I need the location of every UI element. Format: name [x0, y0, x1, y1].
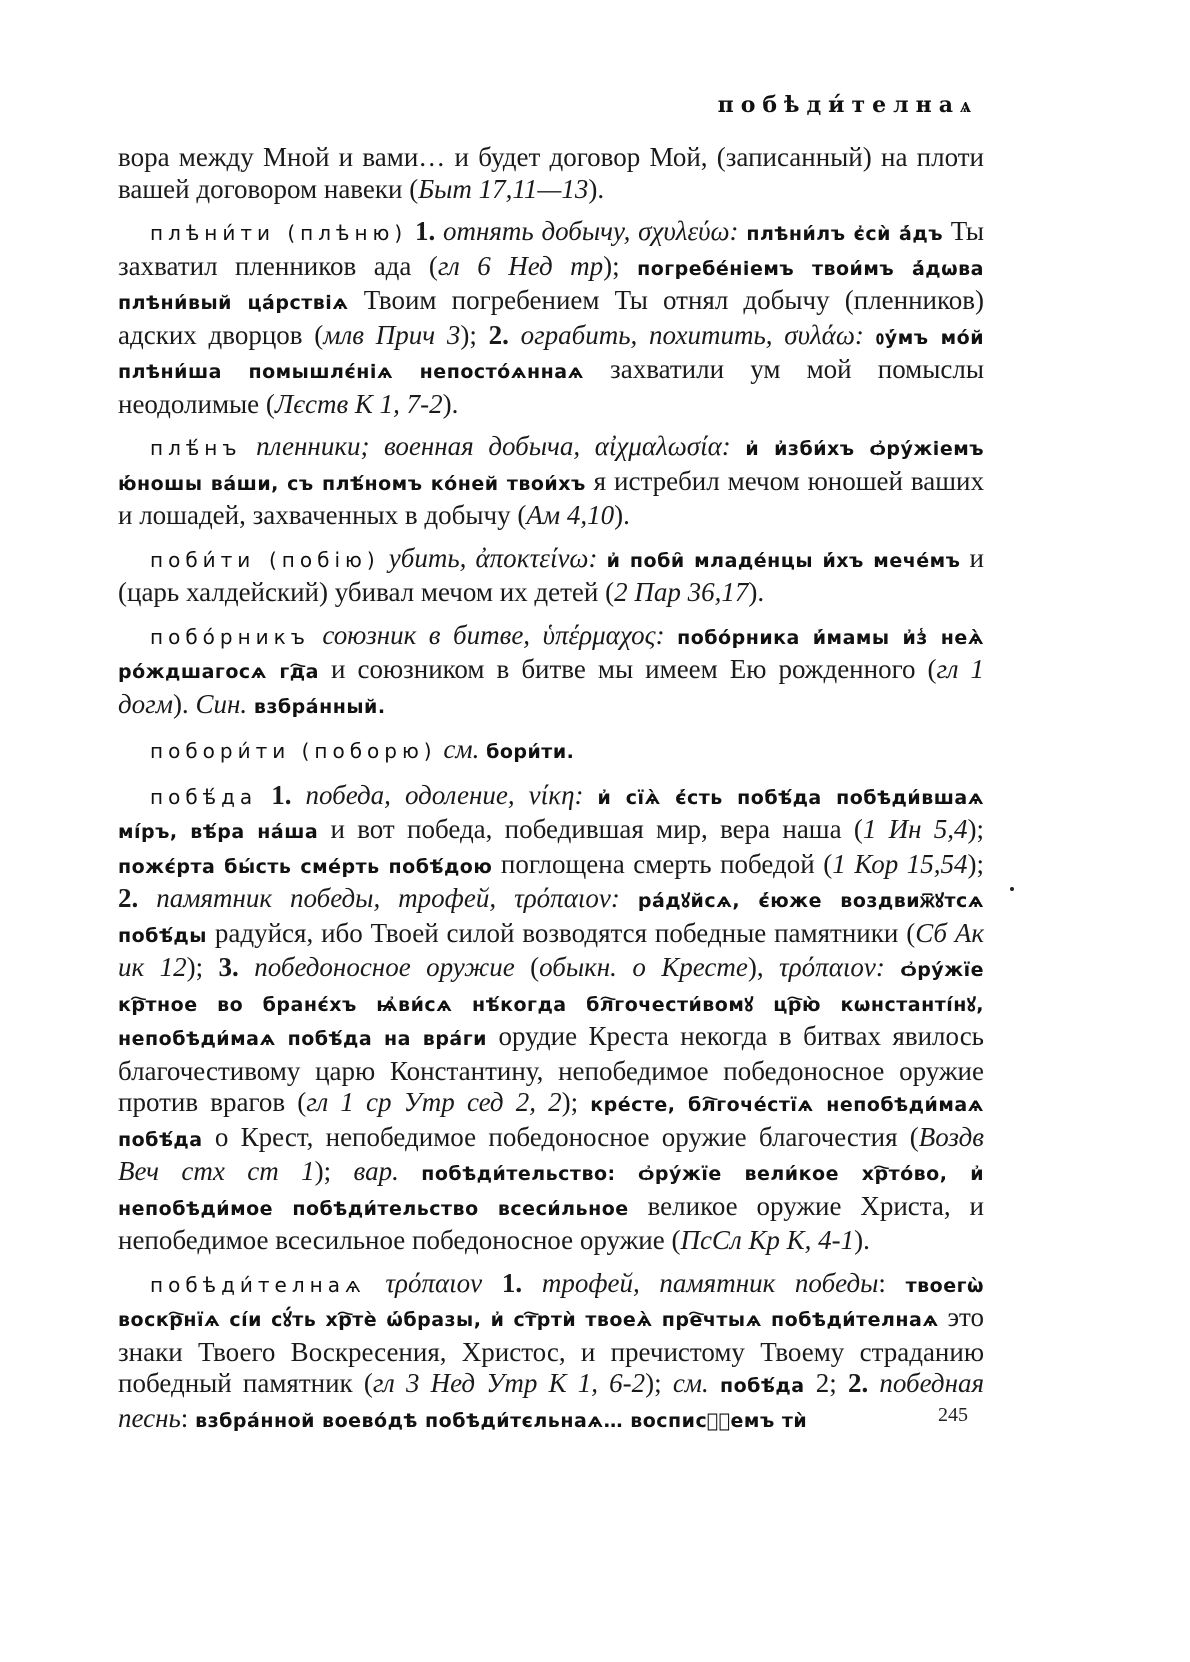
headword: плѣни́ти (плѣню) — [150, 221, 408, 245]
entry-poboriti: побори́ти (поборю) см. бори́ти. — [150, 734, 575, 764]
headword: побори́ти (поборю) — [150, 739, 437, 763]
entry-continuation: вора между Мной и вами… и будет договор Мой, (записанный) на плоти вашей договором навеки (Быт 17,11—13). — [118, 142, 984, 204]
page-number: 245 — [938, 1404, 968, 1426]
entry-pobornik: побо́рникъ союзник в битве, ὑπέρμαχος: побо́рника и҆́мамы и҆з̾ неѧ̀ ро́ждшагосѧ гд҇а и союзником в битве мы имеем Ею рожденного (гл 1 догм). Син. взбра́нный. — [118, 619, 985, 719]
headword: поби́ти (побію) — [150, 547, 380, 572]
entry-pobeda: побѣ́да 1. победа, одоление, νίκη: и҆ сїѧ̀ є҆́сть побѣ́да побѣди́вшаѧ мі́ръ, вѣ́ра на́ша и вот победа, победившая мир, вера наша (1 Ин 5,4); пожє́рта бы́сть сме́рть побѣ́дою поглощена смерть победой (1 Кор 15,54); 2. памятник победы, трофей, τρόπαιον: ра́дꙋйсѧ, є҆́юже воздвиж꙯ꙋтсѧ побѣ́ды радуйся, ибо Твоей силой возводятся победные памятники (Сб Ак ик 12); 3. победоносное оружие (обыкн. о Кресте), τρόπαιον: ѻ҆ру́жїе кр҇тное во бранє́хъ ѩ҆ви́сѧ нѣ́когда бл҇гочести́вомꙋ цр҇ю̀ кѡнстанті́нꙋ, непобѣди́маѧ побѣ́да на вра́ги орудие Креста некогда в битвах явилось благочестивому царю Константину, непобедимое победоносное оружие против врагов (гл 1 ср Утр сед 2, 2); кре́сте, бл҇гоче́стїѧ непобѣди́маѧ побѣ́да о Крест, непобедимое победоносное оружие благочестия (Воздв Веч стх ст 1); вар. побѣди́тельство: ѻ҆ру́жїе вели́кое хр҇то́во, и҆ непобѣди́мое побѣди́тельство всеси́льное великое оружие Христа, и непобедимое всесильное победоносное оружие (ПсСл Кр К, 4-1). — [118, 779, 985, 1255]
headword: побѣ́да — [150, 784, 258, 809]
headword: побѣди́телнаѧ — [150, 1272, 366, 1297]
print-speck — [1010, 887, 1014, 891]
headword: плѣ́нъ — [150, 436, 242, 460]
entry-pleniti: плѣни́ти (плѣню) 1. отнять добычу, σχυλεύω: плѣни́лъ є҆сѝ а҆́дъ Ты захватил пленников ада (гл 6 Нед тр); погребе́ніемъ твои́мъ а҆́дѡва плѣни́вый ца́рствіѧ Твоим погребением Ты отнял добычу (пленников) адских дворцов (млв Прич 3); 2. ограбить, похитить, συλάω: ᲂу҆́мъ мо́й плѣни́ша помышлє́ніѧ непосто́ѧннаѧ захватили ум мой помыслы неодолимые (Лєств К 1, 7-2). — [118, 216, 985, 419]
entry-plen: плѣ́нъ пленники; военная добыча, αἰχμαλωσία: и҆ и҆зби́хъ ѻ҆ру́жіемъ ю҆́ношы ва́ши, съ плѣ́номъ ко́ней твои́хъ я истребил мечом юношей ваших и лошадей, захваченных в добычу (Ам 4,10). — [118, 431, 985, 530]
entry-pobiti: поби́ти (побію) убить, ἀποκτείνω: и҆ поби̑ младе́нцы и҆́хъ мече́мъ и (царь халдейский) убивал мечом их детей (2 Пар 36,17). — [118, 542, 985, 607]
headword: побо́рникъ — [150, 624, 310, 649]
entry-pobeditelnaya: побѣди́телнаѧ τρόπαιον 1. трофей, памятник победы: твоегѡ̀ воскр҇нїѧ сі́и сꙋ́ть хр҇тѐ ѡ҆́бразы, и҆ ст҇ртѝ твоеѧ̀ пре҇чтыѧ побѣди́телнаѧ это знаки Твоего Воскресения, Христос, и пречистому Твоему страданию победный памятник (гл 3 Нед Утр К 1, 6-2); см. побѣ́да 2; 2. победная песнь: взбра́нной воево́дѣ побѣди́тєльнаѧ… воспис꙯ꙋемъ тѝ — [118, 1267, 985, 1433]
running-head: побѣди́телнаѧ — [717, 92, 978, 118]
dictionary-text — [118, 142, 984, 1448]
